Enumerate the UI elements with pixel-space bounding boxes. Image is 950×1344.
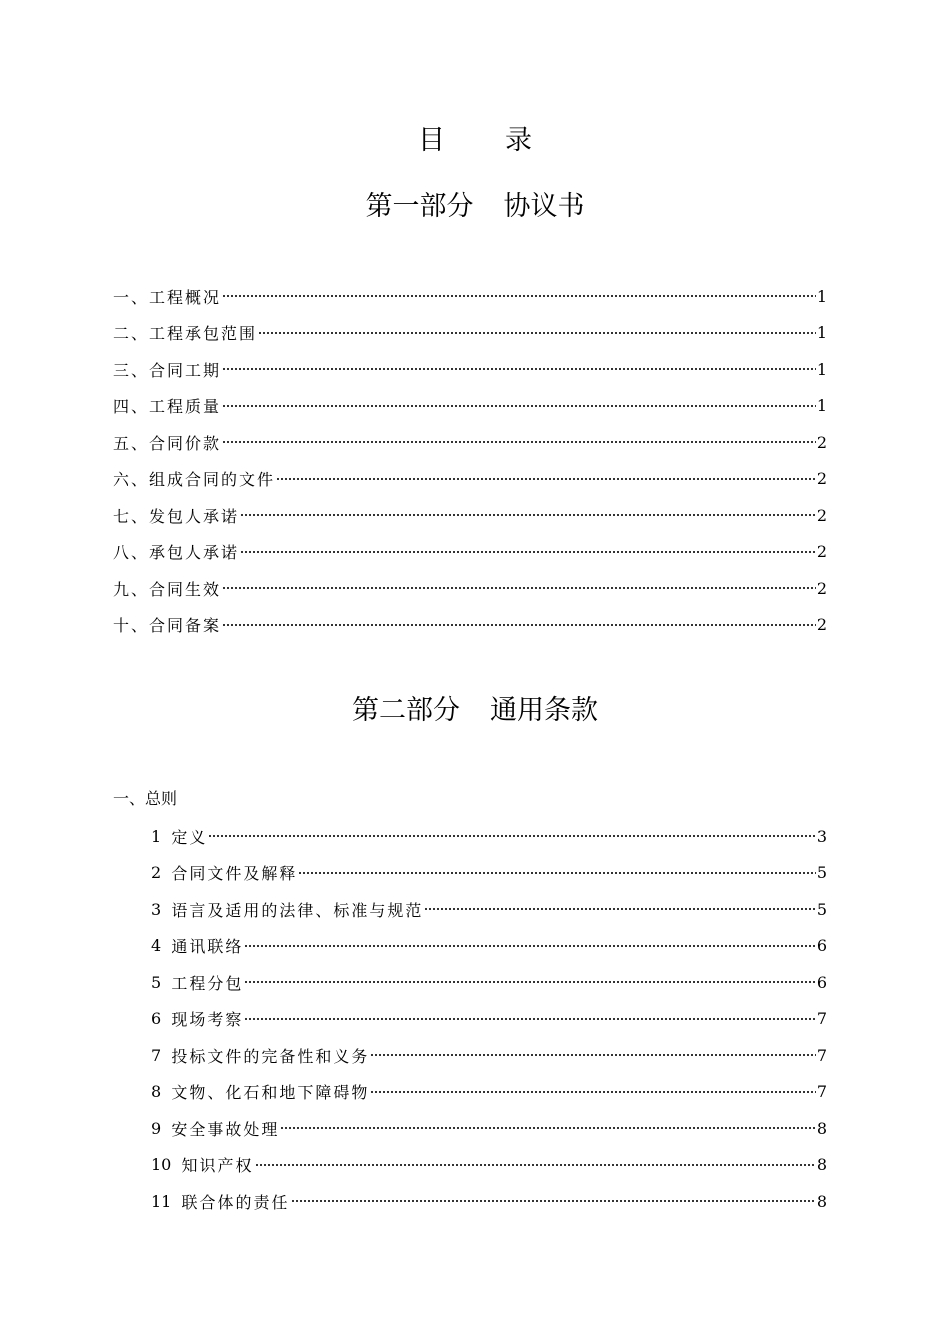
toc-entry-page: 1 bbox=[816, 323, 827, 342]
toc-entry-page: 1 bbox=[816, 286, 827, 306]
dot-leader bbox=[244, 1017, 815, 1020]
toc-entry[interactable] bbox=[151, 1001, 827, 1037]
dot-leader bbox=[208, 835, 815, 838]
toc-entry-page: 2 bbox=[816, 542, 827, 561]
toc-entry-page: 3 bbox=[816, 826, 827, 846]
toc-entry-page: 2 bbox=[816, 469, 827, 488]
toc-entry-number: 1 bbox=[151, 826, 162, 846]
dot-leader bbox=[291, 1200, 816, 1203]
toc-entry-page: 2 bbox=[816, 615, 827, 634]
toc-entry-page: 1 bbox=[816, 359, 827, 379]
toc-entry[interactable] bbox=[151, 1074, 827, 1110]
toc-entry-page: 7 bbox=[816, 1045, 827, 1065]
toc-entry-label: 五、合同价款 bbox=[113, 433, 222, 453]
toc-entry-page: 8 bbox=[816, 1118, 827, 1138]
toc-entry-page: 2 bbox=[816, 505, 827, 525]
toc-entry-number: 10 bbox=[151, 1155, 172, 1174]
toc-entry-page: 8 bbox=[816, 1191, 827, 1211]
toc-entry-label: 九、合同生效 bbox=[113, 579, 222, 599]
toc-entry[interactable] bbox=[151, 1147, 827, 1183]
part1-heading-number: 第一部分 bbox=[365, 191, 474, 222]
dot-leader bbox=[240, 550, 816, 553]
toc-entry[interactable] bbox=[151, 1183, 827, 1219]
toc-entry[interactable] bbox=[113, 424, 827, 460]
toc-entry-number: 7 bbox=[151, 1045, 162, 1065]
dot-leader bbox=[424, 908, 815, 911]
toc-entry[interactable] bbox=[113, 278, 827, 314]
dot-leader bbox=[222, 368, 816, 371]
toc-entry-page: 2 bbox=[816, 432, 827, 452]
toc-entry-number: 5 bbox=[151, 972, 162, 992]
part2-heading bbox=[0, 694, 950, 728]
dot-leader bbox=[298, 871, 815, 874]
dot-leader bbox=[222, 441, 816, 444]
toc-entry[interactable] bbox=[151, 1110, 827, 1146]
section-heading-general[interactable]: 一、总则 bbox=[113, 789, 178, 808]
toc-entry[interactable] bbox=[151, 928, 827, 964]
toc-entry-page: 6 bbox=[816, 936, 827, 955]
toc-entry[interactable] bbox=[113, 388, 827, 424]
dot-leader bbox=[276, 477, 816, 480]
toc-entry-label: 一、工程概况 bbox=[113, 287, 222, 307]
toc-entry[interactable] bbox=[113, 351, 827, 387]
toc-entry-label: 三、合同工期 bbox=[113, 360, 222, 380]
toc-entry-number: 4 bbox=[151, 936, 162, 955]
toc-entry-label: 四、工程质量 bbox=[113, 397, 222, 416]
toc-entry[interactable] bbox=[151, 855, 827, 891]
dot-leader bbox=[280, 1127, 815, 1130]
dot-leader bbox=[222, 404, 816, 407]
toc-entry-label: 工程分包 bbox=[171, 973, 244, 993]
toc-entry-label: 八、承包人承诺 bbox=[113, 543, 240, 562]
dot-leader bbox=[244, 981, 815, 984]
toc-entry-number: 11 bbox=[151, 1191, 172, 1211]
toc-entry-page: 1 bbox=[816, 396, 827, 415]
toc-entry-label: 七、发包人承诺 bbox=[113, 506, 240, 526]
toc-entry-number: 3 bbox=[151, 899, 162, 919]
dot-leader bbox=[222, 623, 816, 626]
toc-entry-label: 知识产权 bbox=[181, 1156, 254, 1175]
dot-leader bbox=[244, 944, 815, 947]
toc-entry-label: 十、合同备案 bbox=[113, 616, 222, 635]
toc-entry-label: 联合体的责任 bbox=[181, 1192, 290, 1212]
toc-entry[interactable] bbox=[151, 1037, 827, 1073]
part1-heading bbox=[0, 190, 950, 224]
toc-entry-number: 8 bbox=[151, 1082, 162, 1101]
dot-leader bbox=[222, 295, 816, 298]
toc-entry-label: 定义 bbox=[171, 827, 208, 847]
toc-entry-label: 通讯联络 bbox=[171, 937, 244, 956]
toc-entry-number: 6 bbox=[151, 1009, 162, 1028]
toc-entry-label: 合同文件及解释 bbox=[171, 864, 298, 883]
part1-heading-name: 协议书 bbox=[503, 191, 585, 222]
part2-heading-number: 第二部分 bbox=[352, 695, 460, 726]
toc-entry[interactable] bbox=[113, 534, 827, 570]
toc-entry-page: 2 bbox=[816, 578, 827, 598]
toc-entry[interactable] bbox=[151, 818, 827, 854]
toc-entry-page: 8 bbox=[816, 1155, 827, 1174]
toc-entry-page: 5 bbox=[816, 863, 827, 882]
toc-entry-label: 安全事故处理 bbox=[171, 1119, 280, 1139]
part2-heading-name: 通用条款 bbox=[490, 695, 598, 726]
toc-entry-page: 7 bbox=[816, 1009, 827, 1028]
toc-entry-label: 文物、化石和地下障碍物 bbox=[171, 1083, 370, 1102]
toc-entry-label: 语言及适用的法律、标准与规范 bbox=[171, 900, 424, 920]
toc-entry-page: 6 bbox=[816, 972, 827, 992]
toc-entry[interactable] bbox=[113, 315, 827, 351]
toc-entry[interactable] bbox=[113, 607, 827, 643]
toc-entry[interactable] bbox=[113, 497, 827, 533]
toc-entry-label: 投标文件的完备性和义务 bbox=[171, 1046, 370, 1066]
toc-entry-number: 2 bbox=[151, 863, 162, 882]
toc-entry-label: 六、组成合同的文件 bbox=[113, 470, 276, 489]
toc-entry[interactable] bbox=[151, 964, 827, 1000]
dot-leader bbox=[222, 587, 816, 590]
toc-entry[interactable] bbox=[113, 570, 827, 606]
toc-entry-page: 7 bbox=[816, 1082, 827, 1101]
toc-entry-label: 现场考察 bbox=[171, 1010, 244, 1029]
dot-leader bbox=[370, 1054, 815, 1057]
toc-entry-label: 二、工程承包范围 bbox=[113, 324, 258, 343]
dot-leader bbox=[370, 1090, 815, 1093]
dot-leader bbox=[258, 331, 816, 334]
toc-entry-page: 5 bbox=[816, 899, 827, 919]
toc-entry[interactable] bbox=[151, 891, 827, 927]
dot-leader bbox=[255, 1163, 816, 1166]
toc-entry[interactable] bbox=[113, 461, 827, 497]
dot-leader bbox=[240, 514, 816, 517]
toc-entry-number: 9 bbox=[151, 1118, 162, 1138]
toc-title: 目录 bbox=[418, 125, 592, 156]
